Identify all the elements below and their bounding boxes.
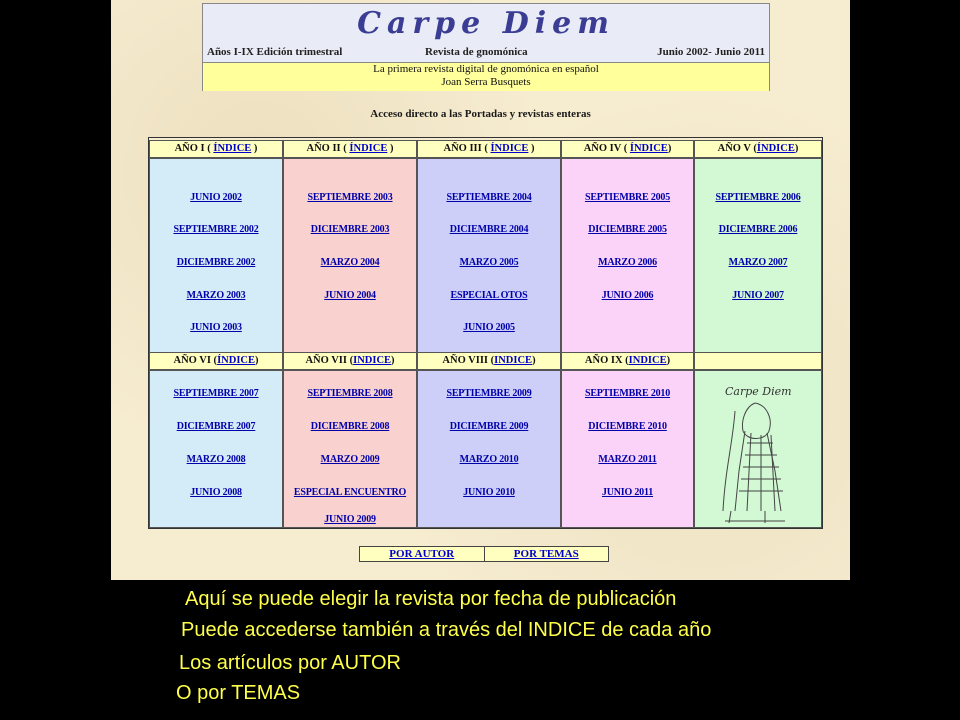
issue-link[interactable]: DICIEMBRE 2004: [449, 224, 529, 235]
year-label-end: ): [387, 143, 394, 154]
year-index-link[interactable]: ÍNDICE: [490, 143, 529, 154]
issue-link[interactable]: JUNIO 2002: [190, 192, 242, 203]
year-header: [561, 140, 694, 158]
issue-link[interactable]: SEPTIEMBRE 2008: [307, 388, 393, 399]
year-header: [417, 352, 561, 370]
carpe-diem-sketch: [695, 371, 821, 527]
by-author-button[interactable]: POR AUTOR: [389, 548, 455, 560]
description-box: [203, 62, 769, 91]
year-index-link[interactable]: ÍNDICE: [756, 143, 795, 154]
year-label-end: ): [391, 355, 395, 366]
year-issues-column: [417, 370, 561, 528]
issue-link[interactable]: MARZO 2004: [320, 257, 380, 268]
year-label-end: ): [251, 143, 258, 154]
caption-line-4: O por TEMAS: [176, 682, 301, 704]
date-range: Junio 2002- Junio 2011: [657, 46, 765, 58]
issue-link[interactable]: ESPECIAL OTOS: [450, 290, 528, 301]
year-index-link[interactable]: INDICE: [353, 355, 392, 366]
issue-link[interactable]: SEPTIEMBRE 2010: [584, 388, 671, 399]
issue-link[interactable]: JUNIO 2005: [463, 322, 515, 333]
year-issues-column: [149, 370, 283, 528]
issue-link[interactable]: SEPTIEMBRE 2006: [715, 192, 801, 203]
year-issues-column: [283, 370, 417, 528]
caption-line-1: Aquí se puede elegir la revista por fecha de publicación: [185, 588, 677, 610]
year-label-end: ): [794, 143, 799, 154]
issue-link[interactable]: SEPTIEMBRE 2002: [173, 224, 259, 235]
year-issues-column: [561, 370, 694, 528]
issue-link[interactable]: JUNIO 2010: [463, 487, 515, 498]
issue-link[interactable]: MARZO 2008: [186, 454, 246, 465]
issue-link[interactable]: JUNIO 2003: [190, 322, 242, 333]
issue-link[interactable]: JUNIO 2008: [190, 487, 242, 498]
year-label-end: ): [666, 355, 671, 366]
description-text: La primera revista digital de gnomónica en español: [373, 63, 599, 75]
author-name: Joan Serra Busquets: [441, 76, 531, 88]
issue-link[interactable]: DICIEMBRE 2003: [310, 224, 390, 235]
issue-link[interactable]: SEPTIEMBRE 2004: [446, 192, 532, 203]
browse-buttons: [359, 546, 609, 562]
year-header: [283, 140, 417, 158]
empty-header: [694, 352, 822, 370]
issue-link[interactable]: JUNIO 2007: [732, 290, 784, 301]
year-label: AÑO III (: [443, 143, 491, 154]
magazine-page: [111, 0, 850, 580]
issue-link[interactable]: MARZO 2005: [459, 257, 519, 268]
year-index-link[interactable]: INDICE: [628, 355, 667, 366]
by-topic-button[interactable]: POR TEMAS: [484, 547, 609, 561]
issue-link[interactable]: SEPTIEMBRE 2009: [446, 388, 532, 399]
year-label-end: ): [528, 143, 535, 154]
issue-link[interactable]: MARZO 2003: [186, 290, 246, 301]
title-row: [203, 4, 769, 44]
magazine-subtitle: Revista de gnomónica: [425, 46, 528, 58]
issue-link[interactable]: ESPECIAL ENCUENTRO: [293, 487, 407, 498]
year-index-link[interactable]: ÍNDICE: [349, 143, 388, 154]
issue-link[interactable]: SEPTIEMBRE 2007: [173, 388, 259, 399]
year-header: [561, 352, 694, 370]
issue-link[interactable]: DICIEMBRE 2007: [176, 421, 256, 432]
issue-link[interactable]: SEPTIEMBRE 2005: [584, 192, 671, 203]
year-issues-column: [283, 158, 417, 353]
year-label: AÑO VII (: [305, 355, 354, 366]
year-issues-column: [694, 158, 822, 353]
magazine-header: [202, 3, 770, 91]
magazine-logo: Carpe Diem: [357, 6, 615, 41]
issue-link[interactable]: MARZO 2006: [598, 257, 657, 268]
year-label-end: ): [532, 355, 536, 366]
issue-link[interactable]: MARZO 2007: [728, 257, 788, 268]
year-index-link[interactable]: ÍNDICE: [629, 143, 668, 154]
year-label: AÑO IV (: [583, 143, 630, 154]
edition-info: Años I-IX Edición trimestral: [207, 46, 343, 58]
issue-link[interactable]: JUNIO 2004: [324, 290, 376, 301]
year-header: [149, 352, 283, 370]
issue-link[interactable]: DICIEMBRE 2009: [449, 421, 529, 432]
year-header: [283, 352, 417, 370]
issue-link[interactable]: DICIEMBRE 2008: [310, 421, 390, 432]
caption-line-3: Los artículos por AUTOR: [179, 652, 401, 674]
illustration-cell: [694, 370, 822, 528]
issue-link[interactable]: MARZO 2011: [598, 454, 657, 465]
issue-link[interactable]: DICIEMBRE 2002: [176, 257, 256, 268]
sketch-caption: Carpe Diem: [725, 385, 792, 398]
year-index-link[interactable]: ÍNDICE: [213, 143, 252, 154]
issue-link[interactable]: MARZO 2009: [320, 454, 380, 465]
year-index-link[interactable]: INDICE: [494, 355, 533, 366]
year-issues-column: [417, 158, 561, 353]
year-label: AÑO IX (: [584, 355, 629, 366]
year-label: AÑO V (: [717, 143, 757, 154]
year-label-end: ): [667, 143, 672, 154]
year-index-link[interactable]: ÍNDICE: [217, 355, 255, 366]
year-header: [149, 140, 283, 158]
year-issues-column: [149, 158, 283, 353]
issues-grid: [148, 137, 823, 529]
issue-link[interactable]: JUNIO 2009: [324, 514, 376, 525]
access-title: Acceso directo a las Portadas y revistas enteras: [370, 108, 591, 120]
year-header: [694, 140, 822, 158]
year-label-end: ): [255, 355, 259, 366]
issue-link[interactable]: DICIEMBRE 2006: [718, 224, 798, 235]
year-issues-column: [561, 158, 694, 353]
issue-link[interactable]: MARZO 2010: [459, 454, 519, 465]
caption-line-2: Puede accederse también a través del INDICE de cada año: [181, 619, 712, 641]
issue-link[interactable]: JUNIO 2011: [601, 487, 654, 498]
info-row: [203, 44, 769, 62]
year-label: AÑO VI (: [173, 355, 218, 366]
year-label: AÑO VIII (: [442, 355, 495, 366]
year-header: [417, 140, 561, 158]
issue-link[interactable]: DICIEMBRE 2010: [588, 421, 667, 432]
issue-link[interactable]: SEPTIEMBRE 2003: [307, 192, 393, 203]
issue-link[interactable]: DICIEMBRE 2005: [588, 224, 667, 235]
year-label: AÑO I (: [174, 143, 214, 154]
issue-link[interactable]: JUNIO 2006: [601, 290, 654, 301]
year-label: AÑO II (: [306, 143, 350, 154]
